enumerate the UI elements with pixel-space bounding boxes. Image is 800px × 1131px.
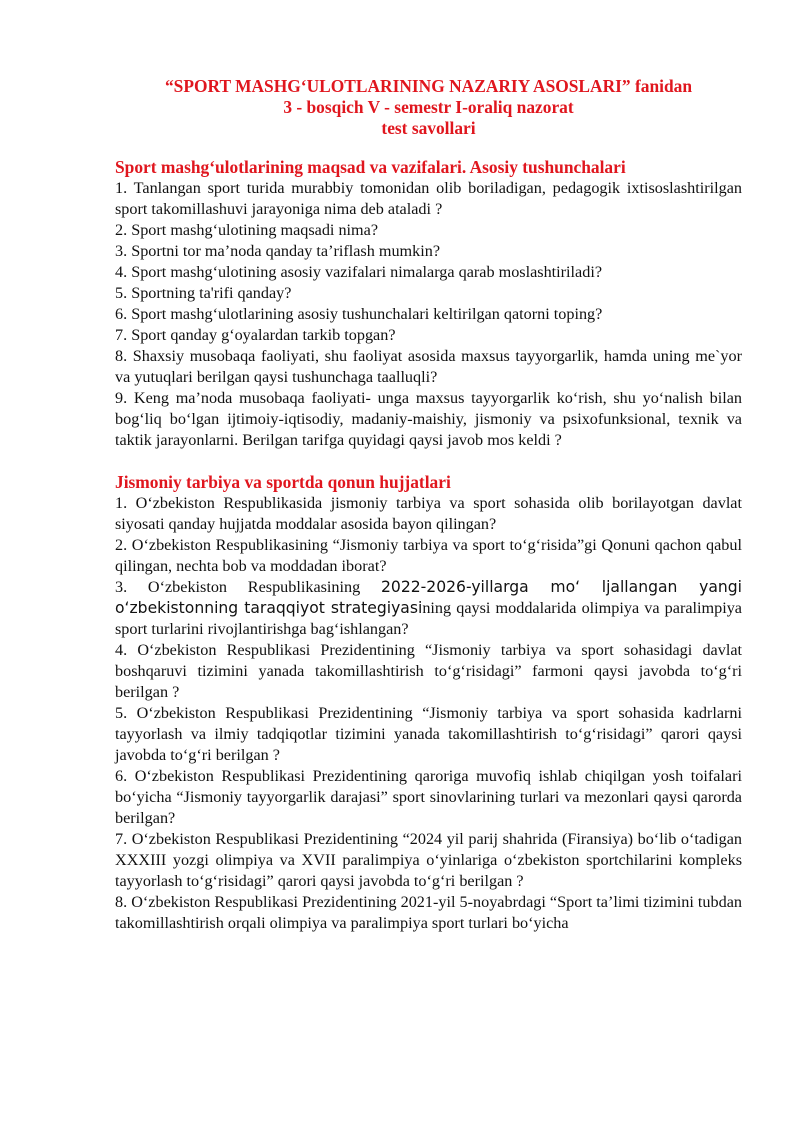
question-item: 4. Sport mashg‘ulotining asosiy vazifalari nimalarga qarab moslashtiriladi? [115, 263, 603, 281]
question-item: 2. Sport mashg‘ulotining maqsadi nima? [115, 221, 379, 239]
title-line-3: test savollari [381, 118, 476, 138]
section-heading: Sport mashg‘ulotlarining maqsad va vazifalari. Asosiy tushunchalari [115, 157, 626, 177]
question-item: 5. Sportning ta'rifi qanday? [115, 284, 292, 302]
question-item: 6. O‘zbekiston Respublikasi Prezidentining qaroriga muvofiq ishlab chiqilgan yosh toifalari bo‘yicha “Jismoniy tayyorgarlik darajasi” sport sinovlarining turlari va mezonlari qaysi qarorda berilgan? [115, 767, 742, 827]
question-3-suffix: ning qaysi moddalarida olimpiya va paralimpiya sport turlarini rivojlantirishga bag‘ishlangan? [115, 599, 742, 638]
question-item-3 [115, 577, 742, 640]
question-item: 6. Sport mashg‘ulotlarining asosiy tushunchalari keltirilgan qatorni toping? [115, 305, 603, 323]
title-line-1: “SPORT MASHG‘ULOTLARINING NAZARIY ASOSLARI” fanidan [164, 76, 692, 96]
question-3-prefix: 3. O‘zbekiston Respublikasining [115, 578, 381, 596]
question-item: 8. Shaxsiy musobaqa faoliyati, shu faoliyat asosida maxsus tayyorgarlik, hamda uning me`yor va yutuqlari berilgan qaysi tushunchaga taalluqli? [115, 347, 742, 386]
document-title [115, 76, 742, 139]
document-page [115, 76, 742, 934]
question-item: 4. O‘zbekiston Respublikasi Prezidentining “Jismoniy tarbiya va sport sohasidagi davlat boshqaruvi tizimini yanada takomillashtirish to‘g‘risidagi” farmoni qaysi javobda to‘g‘ri berilgan ? [115, 641, 742, 701]
question-3-strategy-title: 2022-2026-yillarga mo‘ ljallangan yangi o‘zbekistonning taraqqiyot strategiyasi [115, 578, 742, 617]
question-item: 5. O‘zbekiston Respublikasi Prezidentining “Jismoniy tarbiya va sport sohasida kadrlarni tayyorlash va ilmiy tadqiqotlar tizimini yanada takomillashtirish to‘g‘risidagi” qarori qaysi javobda to‘g‘ri berilgan ? [115, 704, 742, 764]
question-item: 7. O‘zbekiston Respublikasi Prezidentining “2024 yil parij shahrida (Firansiya) bo‘lib o‘tadigan XXXIII yozgi olimpiya va XVII paralimpiya o‘yinlariga o‘zbekiston sportchilarini kompleks tayyorlash to‘g‘risidagi” qarori qaysi javobda to‘g‘ri berilgan ? [115, 830, 742, 890]
question-item: 2. O‘zbekiston Respublikasining “Jismoniy tarbiya va sport to‘g‘risida”gi Qonuni qachon qabul qilingan, nechta bob va moddadan iborat? [115, 536, 742, 575]
title-line-2: 3 - bosqich V - semestr I-oraliq nazorat [283, 97, 574, 117]
section-heading: Jismoniy tarbiya va sportda qonun hujjatlari [115, 472, 451, 492]
question-item: 9. Keng ma’noda musobaqa faoliyati- unga maxsus tayyorgarlik ko‘rish, shu yo‘nalish bilan bog‘liq bo‘lgan ijtimoiy-iqtisodiy, madaniy-maishiy, jismoniy va psixofunksional, texnik va taktik jarayonlarni. Berilgan tarifga quyidagi qaysi javob mos keldi ? [115, 389, 742, 449]
question-item: 8. O‘zbekiston Respublikasi Prezidentining 2021-yil 5-noyabrdagi “Sport ta’limi tizimini tubdan takomillashtirish orqali olimpiya va paralimpiya sport turlari bo‘yicha [115, 893, 742, 932]
section-spacer [115, 451, 742, 472]
section-legislation [115, 472, 742, 934]
question-item: 1. O‘zbekiston Respublikasida jismoniy tarbiya va sport sohasida olib borilayotgan davlat siyosati qanday hujjatda moddalar asosida bayon qilingan? [115, 494, 742, 533]
section-goals [115, 157, 742, 451]
question-item: 3. Sportni tor ma’noda qanday ta’riflash mumkin? [115, 242, 441, 260]
question-item: 1. Tanlangan sport turida murabbiy tomonidan olib boriladigan, pedagogik ixtisoslashtirilgan sport takomillashuvi jarayoniga nima deb ataladi ? [115, 179, 742, 218]
question-item: 7. Sport qanday g‘oyalardan tarkib topgan? [115, 326, 396, 344]
